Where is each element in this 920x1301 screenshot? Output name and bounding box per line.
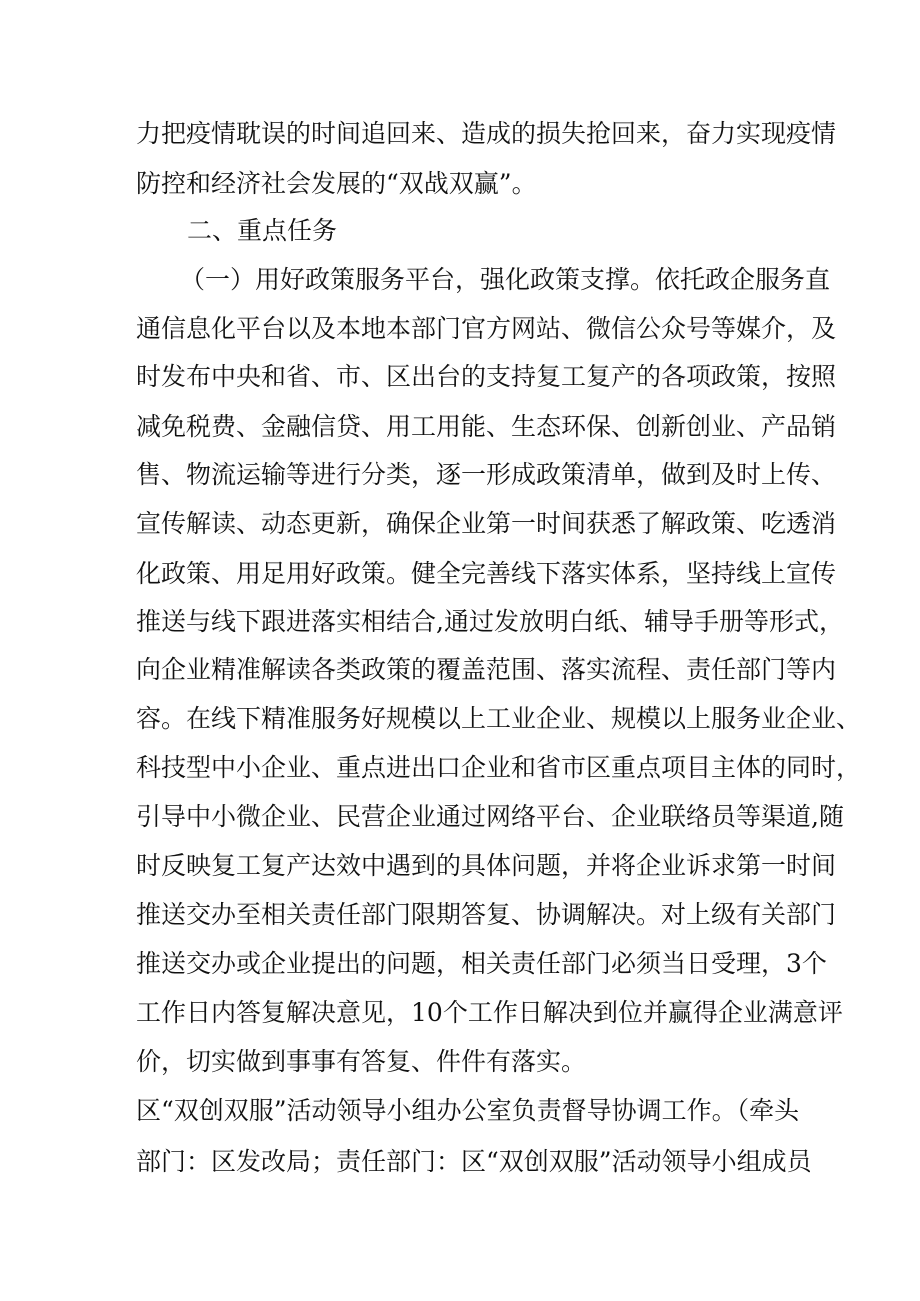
text-line: 部门：区发改局；责任部门：区“双创双服”活动领导小组成员: [136, 1147, 812, 1176]
text-line: 减免税费、金融信贷、用工用能、生态环保、创新创业、产品销: [136, 412, 837, 441]
text-line: 推送交办至相关责任部门限期答复、协调解决。对上级有关部门: [136, 900, 837, 929]
text-line: 区“双创双服”活动领导小组办公室负责督导协调工作。（牵头: [136, 1096, 800, 1125]
text-line: 时反映复工复产达效中遇到的具体问题，并将企业诉求第一时间: [136, 851, 837, 880]
text-line: 引导中小微企业、民营企业通过网络平台、企业联络员等渠道,随: [136, 802, 844, 831]
text-line: 向企业精准解读各类政策的覆盖范围、落实流程、责任部门等内: [136, 655, 837, 684]
section-heading: 二、重点任务: [187, 216, 338, 245]
text-line: 容。在线下精准服务好规模以上工业企业、规模以上服务业企业、: [136, 704, 862, 733]
text-line: 宣传解读、动态更新，确保企业第一时间获悉了解政策、吃透消: [136, 509, 837, 538]
text-line: 化政策、用足用好政策。健全完善线下落实体系，坚持线上宣传: [136, 559, 837, 588]
text-line: 工作日内答复解决意见，10个工作日解决到位并赢得企业满意评: [136, 998, 843, 1027]
text-line: 推送交办或企业提出的问题，相关责任部门必须当日受理，3个: [136, 949, 827, 978]
text-line: 防控和经济社会发展的“双战双赢”。: [136, 169, 537, 198]
text-line: 推送与线下跟进落实相结合,通过发放明白纸、辅导手册等形式，: [136, 607, 844, 636]
text-line: 时发布中央和省、市、区出台的支持复工复产的各项政策，按照: [136, 362, 837, 391]
text-line: 科技型中小企业、重点进出口企业和省市区重点项目主体的同时，: [136, 753, 862, 782]
text-line: 力把疫情耽误的时间追回来、造成的损失抢回来，奋力实现疫情: [136, 119, 837, 148]
subsection-heading-line: （一）用好政策服务平台，强化政策支撑。依托政企服务直: [180, 265, 831, 294]
text-line: 通信息化平台以及本地本部门官方网站、微信公众号等媒介，及: [136, 314, 837, 343]
text-line: 售、物流运输等进行分类，逐一形成政策清单，做到及时上传、: [136, 460, 837, 489]
text-line: 价，切实做到事事有答复、件件有落实。: [136, 1047, 587, 1076]
